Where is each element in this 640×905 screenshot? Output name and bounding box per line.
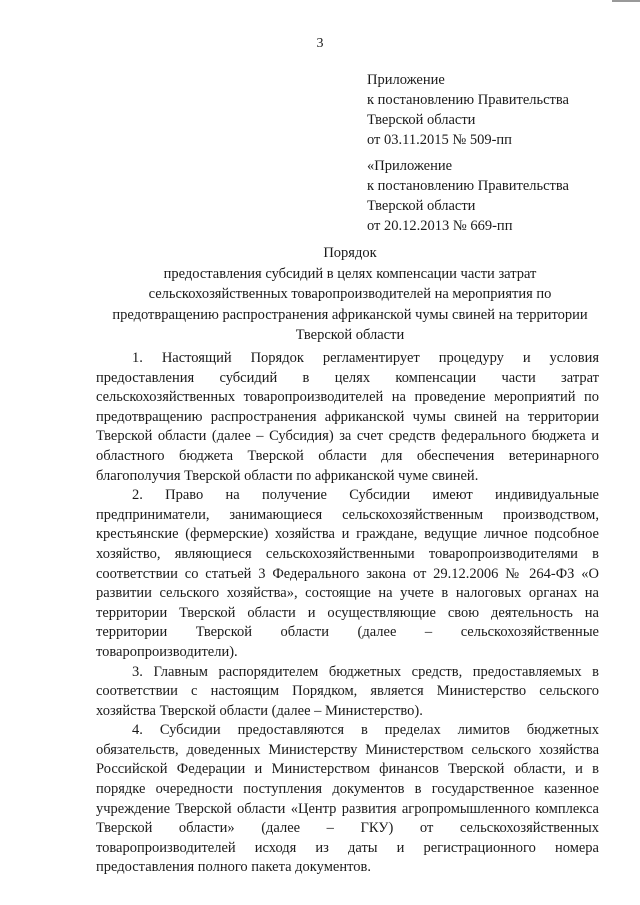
attachment-header-original [367, 156, 637, 236]
title-line: Тверской области [295, 327, 405, 343]
attachment-line: от 03.11.2015 № 509-пп [367, 132, 512, 148]
attachment-line: к постановлению Правительства [367, 178, 569, 194]
title-line: сельскохозяйственных товаропроизводителей на мероприятия по [148, 286, 552, 302]
scan-edge-mark [612, 0, 640, 2]
attachment-line: от 20.12.2013 № 669-пп [367, 218, 513, 234]
attachment-line: Приложение [367, 72, 445, 88]
attachment-line: к постановлению Правительства [367, 92, 569, 108]
attachment-line: «Приложение [367, 158, 453, 174]
paragraph-2: 2. Право на получение Субсидии имеют индивидуальные предприниматели, занимающиеся сельскохозяйственным производством, крестьянские (фермерские) хозяйства и граждане, ведущие личное подсобное хозяйство, являющиеся сельскохозяйственными товаропроизводителями в соответствии со статьей 3 Федерального закона от 29.12.2006 № 264-ФЗ «О развитии сельского хозяйства», состоящие на учете в налоговых органах на территории Тверской области и осуществляющие свою деятельность на территории Тверской области (далее – сельскохозяйственные товаропроизводители). [96, 487, 599, 660]
attachment-line: Тверской области [367, 198, 476, 214]
paragraph-4: 4. Субсидии предоставляются в пределах лимитов бюджетных обязательств, доведенных Министерству Министерством сельского хозяйства Российской Федерации и Министерством финансов Тверской области, и в порядке очередности поступления документов в государственное казенное учреждение Тверской области «Центр развития агропромышленного комплекса Тверской области» (далее – ГКУ) от сельскохозяйственных товаропроизводителей исходя из даты и регистрационного номера предоставления полного пакета документов. [96, 722, 599, 876]
title-line: предоставления субсидий в целях компенсации части затрат [163, 265, 537, 282]
attachment-header-current [367, 70, 637, 150]
page-number: 3 [316, 36, 324, 51]
document-body [96, 349, 599, 878]
document-title [96, 243, 604, 346]
title-line: предотвращению распространения африканской чумы свиней на территории [112, 306, 588, 323]
title-heading: Порядок [323, 245, 377, 261]
paragraph-3: 3. Главным распорядителем бюджетных средств, предоставляемых в соответствии с настоящим Порядком, является Министерство сельского хозяйства Тверской области (далее – Министерство). [96, 663, 599, 719]
paragraph-1: 1. Настоящий Порядок регламентирует процедуру и условия предоставления субсидий в целях компенсации части затрат сельскохозяйственных товаропроизводителей на проведение мероприятий по предотвращению распространения африканской чумы свиней на территории Тверской области (далее – Субсидия) за счет средств федерального бюджета и областного бюджета Тверской области для обеспечения ветеринарного благополучия Тверской области по африканской чуме свиней. [96, 350, 599, 484]
attachment-line: Тверской области [367, 112, 476, 128]
